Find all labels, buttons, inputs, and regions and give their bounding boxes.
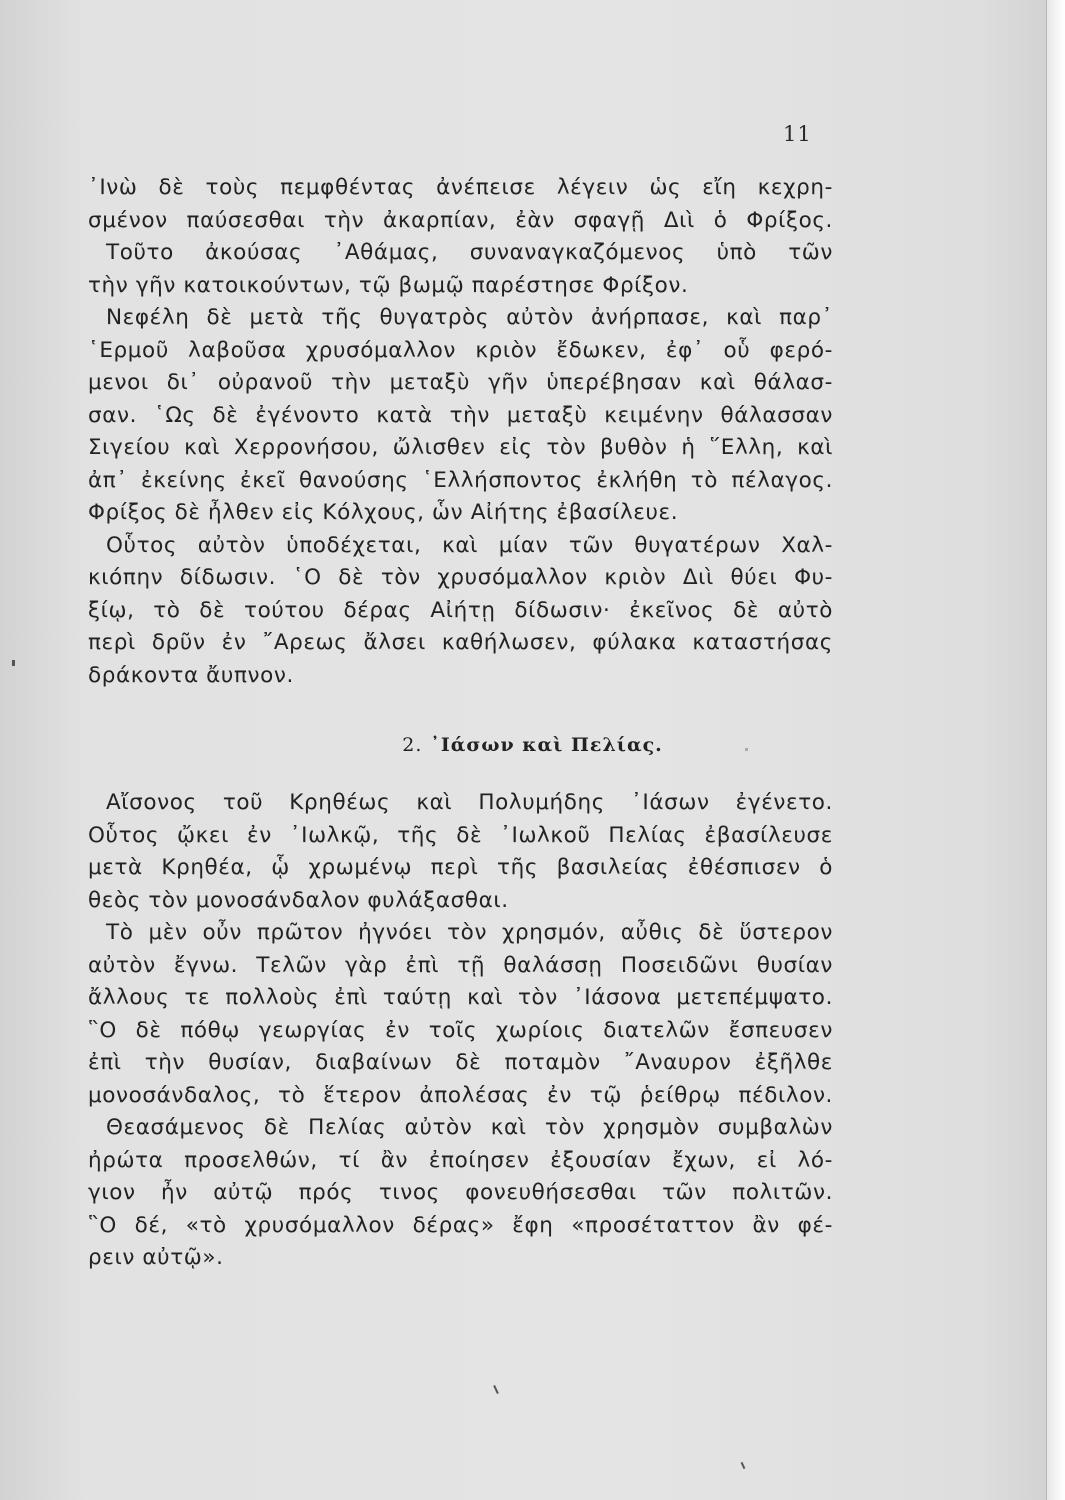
text-line: ξίῳ, τὸ δὲ τούτου δέρας Αἰήτῃ δίδωσιν· ἐκεῖνος δὲ αὐτὸ [88, 597, 833, 623]
paper-speck [493, 1385, 499, 1394]
text-line: ῝Ο δέ, «τὸ χρυσόμαλλον δέρας» ἔφη «προσέταττον ἂν φέ- [88, 1212, 833, 1238]
text-line: ἐπὶ τὴν θυσίαν, διαβαίνων δὲ ποταμὸν ῎Αναυρον ἐξῆλθε [88, 1050, 833, 1075]
section-number: 2. [402, 734, 423, 756]
text-line: Οὗτος ᾤκει ἐν ᾽Ιωλκῷ, τῆς δὲ ᾽Ιωλκοῦ Πελίας ἐβασίλευσε [88, 822, 833, 848]
text-line: μενοι δι᾽ οὐρανοῦ τὴν μεταξὺ γῆν ὑπερέβησαν καὶ θάλασ- [88, 370, 833, 395]
text-line: μετὰ Κρηθέα, ᾧ χρωμένῳ περὶ τῆς βασιλείας ἐθέσπισεν ὁ [88, 855, 833, 880]
section-title: ᾽Ιάσων καὶ Πελίας. [430, 734, 663, 756]
paper-speck [741, 1462, 746, 1469]
paragraphs-bottom [88, 787, 833, 1275]
page-number: 11 [783, 122, 812, 146]
text-line: Αἴσονος τοῦ Κρηθέως καὶ Πολυμήδης ᾽Ιάσων ἐγένετο. [106, 790, 833, 815]
text-line: Θεασάμενος δὲ Πελίας αὐτὸν καὶ τὸν χρησμὸν συμβαλὼν [106, 1115, 833, 1140]
text-line: ῝Ο δὲ πόθῳ γεωργίας ἐν τοῖς χωρίοις διατελῶν ἔσπευσεν [88, 1017, 833, 1043]
text-line: αὐτὸν ἔγνω. Τελῶν γὰρ ἐπὶ τῇ θαλάσσῃ Ποσειδῶνι θυσίαν [88, 952, 833, 978]
text-line: Νεφέλη δὲ μετὰ τῆς θυγατρὸς αὐτὸν ἀνήρπασε, καὶ παρ᾽ [106, 305, 833, 330]
text-line: ἠρώτα προσελθών, τί ἂν ἐποίησεν ἐξουσίαν ἔχων, εἰ λό- [88, 1147, 833, 1173]
text-line: περὶ δρῦν ἐν ῎Αρεως ἄλσει καθήλωσεν, φύλακα καταστήσας [88, 630, 833, 655]
text-line: ῾Ερμοῦ λαβοῦσα χρυσόμαλλον κριὸν ἔδωκεν, ἐφ᾽ οὗ φερό- [88, 337, 833, 363]
text-line: γιον ἦν αὐτῷ πρός τινος φονευθήσεσθαι τῶν πολιτῶν. [88, 1180, 833, 1205]
text-line: κιόπην δίδωσιν. ῾Ο δὲ τὸν χρυσόμαλλον κριὸν Διὶ θύει Φυ- [88, 565, 833, 590]
text-line: σαν. ῾Ως δὲ ἐγένοντο κατὰ τὴν μεταξὺ κειμένην θάλασσαν [88, 402, 833, 428]
paper-speck [12, 660, 15, 666]
text-line: σμένον παύσεσθαι τὴν ἀκαρπίαν, ἐὰν σφαγῇ Διὶ ὁ Φρίξος. [88, 207, 833, 233]
section-heading [0, 734, 1065, 756]
text-line: Τὸ μὲν οὖν πρῶτον ἠγνόει τὸν χρησμόν, αὖθις δὲ ὕστερον [106, 920, 833, 945]
text-line: Τοῦτο ἀκούσας ᾽Αθάμας, συναναγκαζόμενος ὑπὸ τῶν [106, 240, 833, 265]
paragraphs-top [88, 172, 833, 692]
text-line: Σιγείου καὶ Χερρονήσου, ὤλισθεν εἰς τὸν βυθὸν ἡ ῞Ελλη, καὶ [88, 435, 833, 460]
text-line: τὴν γῆν κατοικούντων, τῷ βωμῷ παρέστησε Φρίξον. [88, 272, 689, 298]
text-line: ᾽Ινὼ δὲ τοὺς πεμφθέντας ἀνέπεισε λέγειν ὡς εἴη κεχρη- [88, 175, 833, 200]
text-line: ἄλλους τε πολλοὺς ἐπὶ ταύτῃ καὶ τὸν ᾽Ιάσονα μετεπέμψατο. [88, 985, 833, 1010]
text-line: Φρίξος δὲ ἦλθεν εἰς Κόλχους, ὧν Αἰήτης ἐβασίλευε. [88, 500, 679, 525]
text-line: μονοσάνδαλος, τὸ ἕτερον ἀπολέσας ἐν τῷ ῥείθρῳ πέδιλον. [88, 1082, 833, 1108]
text-line: ρειν αὐτῷ». [88, 1245, 224, 1270]
text-line: Οὗτος αὐτὸν ὑποδέχεται, καὶ μίαν τῶν θυγατέρων Χαλ- [106, 532, 833, 558]
text-line: δράκοντα ἄυπνον. [88, 662, 294, 688]
text-line: θεὸς τὸν μονοσάνδαλον φυλάξασθαι. [88, 887, 509, 913]
paper-speck [745, 748, 748, 751]
text-line: ἀπ᾽ ἐκείνης ἐκεῖ θανούσης ῾Ελλήσποντος ἐκλήθη τὸ πέλαγος. [88, 467, 833, 493]
